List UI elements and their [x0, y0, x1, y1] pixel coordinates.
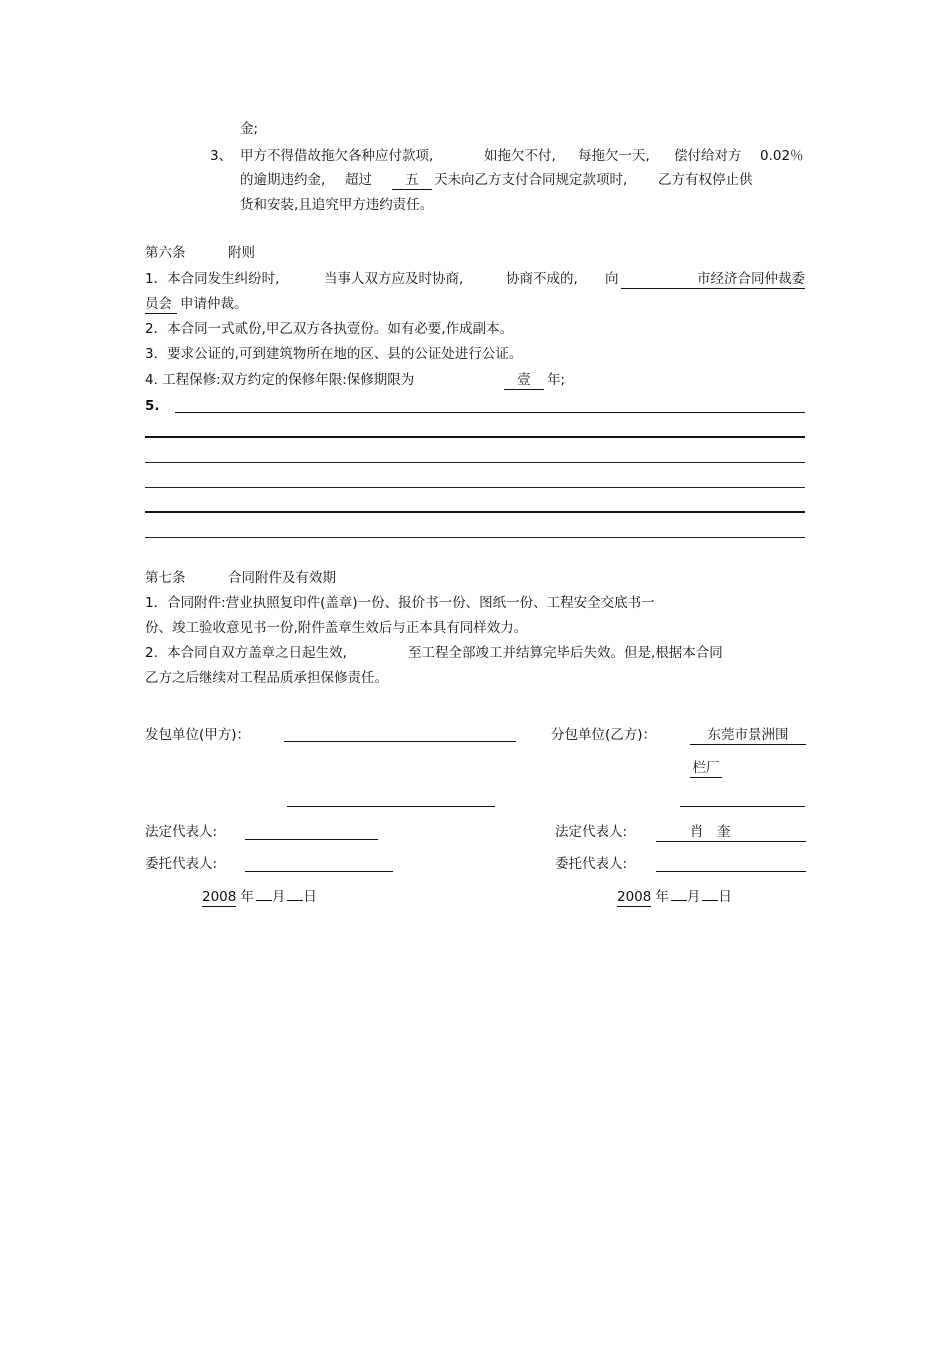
party-b-date-day-suffix: 日 [718, 889, 732, 905]
party-b-agent-line [656, 871, 806, 872]
party-b-name-b: 栏厂 [690, 760, 722, 778]
art5-item3-line3: 货和安装,且追究甲方违约责任。 [240, 197, 434, 213]
party-a-name-line [284, 741, 516, 742]
art5-item2-tail: 金; [240, 121, 259, 137]
art7-heading: 第七条 [145, 570, 186, 586]
art5-item3-line2a: 的逾期违约金, [240, 172, 326, 188]
party-b-agent-label: 委托代表人: [555, 856, 628, 872]
art6-clause5-number: 5. [145, 398, 160, 414]
art5-item3-number: 3、 [210, 148, 233, 164]
party-a-agent-label: 委托代表人: [145, 856, 218, 872]
party-a-date-month-suffix: 月 [271, 889, 286, 905]
party-b-name-cont [690, 759, 722, 778]
warranty-years-value: 壹 [504, 372, 544, 390]
art6-clause4b: 年; [547, 372, 566, 388]
clause5-blank-line [175, 412, 805, 413]
art6-arbitration-institution-cont [145, 295, 177, 314]
art7-clause1b: 份、竣工验收意见书一份,附件盖章生效后与正本具有同样效力。 [145, 620, 528, 636]
art6-clause1a: 1．本合同发生纠纷时, [145, 271, 280, 287]
party-b-date-day-blank [702, 900, 718, 901]
art5-item3-line2b: 超过 [345, 172, 372, 188]
art7-clause2a: 2．本合同自双方盖章之日起生效, [145, 645, 347, 661]
art5-item3-line1c: 每拖欠一天, [578, 148, 650, 164]
party-b-name [690, 726, 806, 745]
days-value: 五 [392, 172, 432, 190]
party-b-date-month-blank [671, 900, 687, 901]
party-a-date-day-blank [287, 900, 303, 901]
art5-item3-line1a: 甲方不得借故拖欠各种应付款项, [240, 148, 434, 164]
party-b-legal-rep-value [656, 824, 806, 842]
blank-rule-1 [145, 436, 805, 438]
art6-clause4a: 4. 工程保修:双方约定的保修年限:保修期限为 [145, 372, 415, 388]
party-a-label: 发包单位(甲方)： [145, 727, 251, 743]
party-a-date-year-suffix: 年 [240, 889, 254, 905]
art6-clause1e: 申请仲裁。 [180, 296, 248, 312]
art6-clause3: 3．要求公证的,可到建筑物所在地的区、县的公证处进行公证。 [145, 346, 523, 362]
arbitration-institution-b: 员会 [145, 296, 177, 314]
party-a-address-line [287, 806, 495, 807]
blank-rule-4 [145, 511, 805, 513]
party-a-legal-rep-label: 法定代表人: [145, 824, 218, 840]
party-b-legal-rep-label: 法定代表人: [555, 824, 628, 840]
party-a-date [202, 888, 317, 907]
party-a-date-day-suffix: 日 [303, 889, 317, 905]
art6-clause2: 2．本合同一式贰份,甲乙双方各执壹份。如有必要,作成副本。 [145, 321, 514, 337]
party-b-date-month-suffix: 月 [686, 889, 701, 905]
art5-item3-line1b: 如拖欠不付, [484, 148, 556, 164]
party-b-address-line [680, 806, 805, 807]
art7-clause2b: 至工程全部竣工并结算完毕后失效。但是,根据本合同 [408, 645, 723, 661]
party-b-date [617, 888, 732, 907]
party-b-label: 分包单位(乙方)： [551, 727, 657, 743]
art6-clause1c: 协商不成的, [506, 271, 578, 287]
art6-clause1b: 当事人双方应及时协商, [324, 271, 464, 287]
art5-item3-line2c: 天未向乙方支付合同规定款项时, [434, 172, 628, 188]
art7-clause2c: 乙方之后继续对工程品质承担保修责任。 [145, 670, 388, 686]
party-a-date-year: 2008 [202, 889, 237, 905]
art5-item3-line1d: 偿付给对方 [674, 148, 742, 164]
blank-rule-5 [145, 537, 805, 538]
art7-clause1a: 1．合同附件:营业执照复印件(盖章)一份、报价书一份、图纸一份、工程安全交底书一 [145, 595, 655, 611]
party-b-legal-rep-name: 肖 奎 [690, 824, 731, 840]
party-b-name-a: 东莞市景洲围 [690, 727, 806, 745]
arbitration-institution-a: 市经济合同仲裁委 [621, 271, 805, 289]
party-a-date-month-blank [256, 900, 272, 901]
art7-title: 合同附件及有效期 [228, 570, 336, 586]
blank-rule-2 [145, 462, 805, 463]
art5-item3-days [392, 171, 432, 190]
art6-clause1d: 向 [605, 271, 619, 287]
art6-heading: 第六条 [145, 245, 186, 261]
art6-warranty-years [504, 371, 544, 390]
party-a-agent-line [245, 871, 393, 872]
party-b-legal-rep [656, 823, 806, 842]
art5-item3-rate: 0.02％ [760, 148, 804, 164]
party-b-date-year: 2008 [617, 889, 652, 905]
party-b-date-year-suffix: 年 [655, 889, 669, 905]
art6-title: 附则 [228, 245, 255, 261]
party-a-legal-rep-line [245, 839, 378, 840]
art6-arbitration-institution [621, 270, 805, 289]
blank-rule-3 [145, 487, 805, 488]
art5-item3-line2d: 乙方有权停止供 [658, 172, 753, 188]
